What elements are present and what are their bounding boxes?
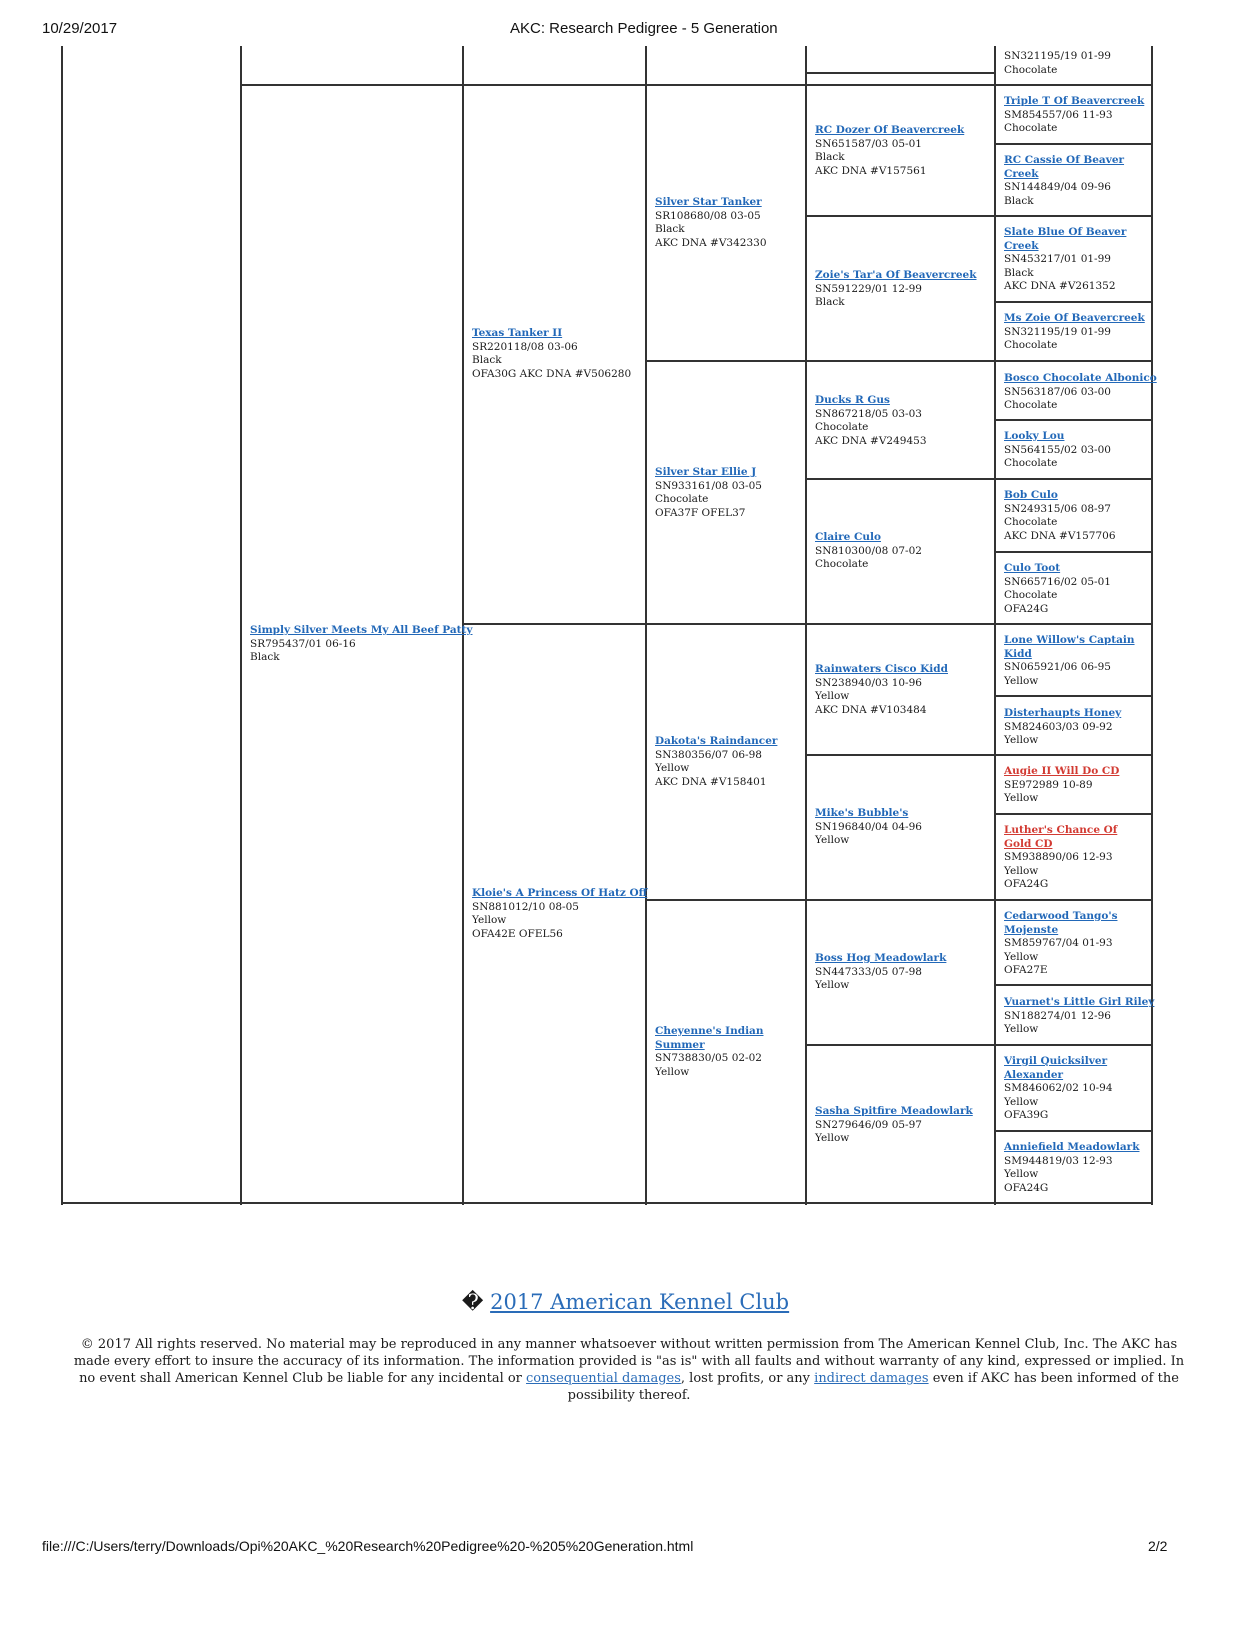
dog-name-link[interactable]: Silver Star Tanker [655, 196, 762, 208]
entry-detail: Yellow [815, 1132, 850, 1144]
dog-name-link[interactable]: Silver Star Ellie J [655, 466, 757, 478]
entry-detail: SN279646/09 05-97 [815, 1118, 922, 1131]
dog-name-link[interactable]: Mike's Bubble's [815, 807, 909, 819]
entry-detail: Chocolate [815, 421, 869, 433]
entry-detail: Chocolate [1004, 589, 1058, 601]
pedigree-entry [655, 735, 777, 789]
pedigree-entry [655, 466, 762, 520]
entry-detail: SR108680/08 03-05 [655, 209, 761, 222]
entry-detail: OFA39G [1004, 1109, 1049, 1121]
grid-line [994, 813, 1153, 815]
entry-detail: Yellow [1004, 734, 1039, 746]
entry-detail: AKC DNA #V249453 [815, 434, 927, 447]
pedigree-entry [250, 624, 472, 665]
entry-detail: SE972989 10-89 [1004, 778, 1093, 791]
entry-detail: Yellow [815, 690, 850, 702]
entry-detail: SR220118/08 03-06 [472, 340, 578, 353]
entry-detail: Yellow [1004, 864, 1039, 877]
dog-name-link[interactable]: Ms Zoie Of Beavercreek [1004, 312, 1145, 324]
entry-detail: OFA37F OFEL37 [655, 506, 746, 519]
pedigree-entry [655, 1025, 770, 1079]
copyright-text: © 2017 All rights reserved. No material may be reproduced in any manner whatsoever without written permission from The American Kennel Club, Inc. The AKC has made every effort to insure the accuracy of its information. The information provided is "as is" with all faults and without warranty of any kind, expressed or implied. In no event shall American Kennel Club be liable for any incidental or [73, 1337, 1185, 1386]
pedigree-entry [1004, 372, 1157, 413]
entry-detail: Black [250, 651, 280, 663]
entry-detail: SN144849/04 09-96 [1004, 181, 1111, 193]
pedigree-entry [472, 887, 647, 941]
dog-name-link[interactable]: Augie II Will Do CD [1004, 765, 1120, 777]
pedigree-entry [1004, 95, 1144, 136]
dog-name-link[interactable]: Lone Willow's Captain Kidd [1004, 634, 1135, 660]
pedigree-entry [472, 327, 631, 381]
entry-detail: Black [1004, 266, 1034, 279]
pedigree-entry [1004, 824, 1144, 892]
entry-detail: SM846062/02 10-94 [1004, 1082, 1113, 1094]
dog-name-link[interactable]: Simply Silver Meets My All Beef Patty [250, 624, 473, 636]
grid-line [61, 46, 63, 1205]
consequential-damages-link[interactable]: consequential damages [526, 1371, 681, 1386]
entry-detail: SR795437/01 06-16 [250, 637, 356, 650]
dog-name-link[interactable]: Looky Lou [1004, 430, 1065, 442]
grid-line [645, 360, 1153, 362]
entry-detail: Chocolate [1004, 399, 1058, 411]
dog-name-link[interactable]: Cheyenne's Indian Summer [655, 1025, 764, 1051]
dog-name-link[interactable]: RC Dozer Of Beavercreek [815, 124, 965, 136]
grid-line [240, 84, 1153, 86]
entry-detail: OFA30G AKC DNA #V506280 [472, 367, 632, 380]
entry-detail: SN867218/05 03-03 [815, 407, 922, 420]
entry-detail: OFA24G [1004, 878, 1049, 890]
dog-name-link[interactable]: Vuarnet's Little Girl Riley [1004, 996, 1155, 1008]
dog-name-link[interactable]: Rainwaters Cisco Kidd [815, 663, 948, 675]
dog-name-link[interactable]: Dakota's Raindancer [655, 735, 778, 747]
pedigree-entry [655, 196, 767, 250]
entry-detail: Yellow [815, 834, 850, 846]
entry-detail: Chocolate [1004, 63, 1058, 76]
pedigree-entry [1004, 489, 1116, 543]
grid-line [994, 301, 1153, 303]
grid-line [994, 143, 1153, 145]
pedigree-entry [1004, 910, 1124, 978]
dog-name-link[interactable]: Claire Culo [815, 531, 881, 543]
dog-name-link[interactable]: Anniefield Meadowlark [1004, 1141, 1140, 1153]
dog-name-link[interactable]: Luther's Chance Of Gold CD [1004, 824, 1118, 850]
page-title: AKC: Research Pedigree - 5 Generation [510, 20, 778, 37]
entry-detail: Yellow [655, 1065, 690, 1078]
pedigree-entry [1004, 634, 1144, 688]
entry-detail: AKC DNA #V157561 [815, 164, 927, 177]
grid-line [994, 551, 1153, 553]
entry-detail: Yellow [1004, 792, 1039, 804]
copyright-text: even if AKC has been informed of the possibility thereof. [567, 1371, 1179, 1403]
entry-detail: AKC DNA #V158401 [655, 775, 767, 788]
dog-name-link[interactable]: Slate Blue Of Beaver Creek [1004, 226, 1127, 252]
replacement-char-icon: � [461, 1290, 484, 1314]
entry-detail: OFA42E OFEL56 [472, 927, 563, 940]
entry-detail: Yellow [1004, 674, 1039, 687]
pedigree-entry [815, 531, 922, 572]
entry-detail: Chocolate [1004, 457, 1058, 469]
pedigree-entry [1004, 996, 1154, 1037]
dog-name-link[interactable]: Disterhaupts Honey [1004, 707, 1122, 719]
entry-detail: OFA24G [1004, 1181, 1049, 1194]
grid-line [994, 46, 996, 1205]
entry-detail: SN651587/03 05-01 [815, 137, 922, 150]
dog-name-link[interactable]: Bob Culo [1004, 489, 1058, 501]
entry-detail: Chocolate [1004, 516, 1058, 528]
entry-detail: Yellow [815, 979, 850, 991]
entry-detail: SN881012/10 08-05 [472, 900, 579, 913]
pedigree-entry [1004, 1141, 1139, 1195]
grid-line [805, 1044, 1153, 1046]
pedigree-entry [1004, 562, 1111, 616]
akc-copyright-link[interactable]: 2017 American Kennel Club [490, 1290, 790, 1314]
entry-detail: SN810300/08 07-02 [815, 544, 922, 557]
dog-name-link[interactable]: Zoie's Tar'a Of Beavercreek [815, 269, 977, 281]
entry-detail: SN321195/19 01-99 [1004, 50, 1111, 62]
entry-detail: Chocolate [815, 558, 869, 570]
dog-name-link[interactable]: Kloie's A Princess Of Hatz Off [472, 887, 648, 899]
dog-name-link[interactable]: Bosco Chocolate Albonico [1004, 372, 1157, 384]
grid-line [805, 46, 807, 1205]
entry-detail: Black [815, 296, 845, 308]
pedigree-entry [1004, 1055, 1114, 1123]
grid-line [994, 419, 1153, 421]
entry-detail: SN065921/06 06-95 [1004, 661, 1111, 673]
pedigree-entry [1004, 154, 1142, 208]
entry-detail: SN249315/06 08-97 [1004, 502, 1111, 515]
entry-detail: SN665716/02 05-01 [1004, 575, 1111, 588]
entry-detail: OFA27E [1004, 964, 1048, 976]
pedigree-entry [815, 394, 927, 448]
copyright-heading [0, 1290, 1251, 1314]
dog-name-link[interactable]: Cedarwood Tango's Mojenste [1004, 910, 1118, 936]
pedigree-entry [815, 269, 977, 310]
entry-detail: Yellow [1004, 1023, 1039, 1035]
entry-detail: Yellow [472, 914, 507, 926]
dog-name-link[interactable]: Texas Tanker II [472, 327, 563, 339]
entry-detail: Black [815, 151, 845, 163]
grid-line [240, 46, 242, 1205]
page-number: 2/2 [1148, 1538, 1168, 1554]
grid-line [805, 754, 1153, 756]
entry-detail: Yellow [655, 762, 690, 774]
entry-detail: AKC DNA #V342330 [655, 236, 767, 249]
entry-detail: Black [655, 223, 685, 235]
entry-detail: AKC DNA #V103484 [815, 703, 927, 716]
pedigree-entry [1004, 765, 1119, 806]
entry-detail: Black [472, 354, 502, 366]
entry-detail: AKC DNA #V157706 [1004, 529, 1116, 542]
entry-detail: SN447333/05 07-98 [815, 965, 922, 978]
pedigree-entry [1004, 50, 1111, 77]
entry-detail: SM824603/03 09-92 [1004, 720, 1113, 733]
entry-detail: SM859767/04 01-93 [1004, 937, 1113, 949]
entry-detail: OFA24G [1004, 602, 1049, 615]
grid-line [994, 695, 1153, 697]
pedigree-entry [815, 124, 964, 178]
entry-detail: SN563187/06 03-00 [1004, 385, 1111, 398]
pedigree-entry [815, 807, 922, 848]
grid-line [805, 215, 1153, 217]
copyright-text: , lost profits, or any [680, 1371, 815, 1386]
entry-detail: SN188274/01 12-96 [1004, 1009, 1111, 1022]
grid-line [994, 984, 1153, 986]
copyright-notice [64, 1336, 1194, 1404]
grid-line [805, 72, 995, 74]
dog-name-link[interactable]: Triple T Of Beavercreek [1004, 95, 1145, 107]
grid-line [994, 1130, 1153, 1132]
dog-name-link[interactable]: RC Cassie Of Beaver Creek [1004, 154, 1125, 180]
entry-detail: SM854557/06 11-93 [1004, 108, 1113, 121]
dog-name-link[interactable]: Virgil Quicksilver Alexander [1004, 1055, 1108, 1081]
dog-name-link[interactable]: Ducks R Gus [815, 394, 890, 406]
entry-detail: SM944819/03 12-93 [1004, 1154, 1113, 1167]
entry-detail: Chocolate [655, 493, 709, 505]
entry-detail: SN321195/19 01-99 [1004, 325, 1111, 338]
entry-detail: SN591229/01 12-99 [815, 282, 922, 295]
entry-detail: SM938890/06 12-93 [1004, 851, 1113, 863]
pedigree-entry [815, 1105, 973, 1146]
entry-detail: SN196840/04 04-96 [815, 820, 922, 833]
entry-detail: Black [1004, 194, 1034, 207]
dog-name-link[interactable]: Culo Toot [1004, 562, 1061, 574]
grid-line [805, 478, 1153, 480]
grid-line [61, 1202, 1153, 1204]
entry-detail: SN933161/08 03-05 [655, 479, 762, 492]
grid-line [645, 899, 1153, 901]
pedigree-entry [815, 952, 946, 993]
entry-detail: SN238940/03 10-96 [815, 676, 922, 689]
print-date: 10/29/2017 [42, 20, 118, 37]
entry-detail: SN738830/05 02-02 [655, 1052, 762, 1064]
file-path: file:///C:/Users/terry/Downloads/Opi%20AKC_%20Research%20Pedigree%20-%205%20Generation.html [42, 1538, 694, 1554]
pedigree-entry [1004, 312, 1145, 353]
entry-detail: Yellow [1004, 1095, 1039, 1108]
dog-name-link[interactable]: Sasha Spitfire Meadowlark [815, 1105, 973, 1117]
entry-detail: Yellow [1004, 950, 1039, 963]
grid-line [645, 46, 647, 1205]
entry-detail: Yellow [1004, 1168, 1039, 1180]
entry-detail: AKC DNA #V261352 [1004, 280, 1116, 292]
entry-detail: SN453217/01 01-99 [1004, 253, 1111, 265]
entry-detail: Chocolate [1004, 339, 1058, 351]
entry-detail: SN380356/07 06-98 [655, 748, 762, 761]
pedigree-entry [1004, 226, 1142, 294]
pedigree-entry [1004, 430, 1111, 471]
entry-detail: Chocolate [1004, 122, 1058, 134]
pedigree-entry [815, 663, 948, 717]
pedigree-entry [1004, 707, 1121, 748]
indirect-damages-link[interactable]: indirect damages [814, 1371, 929, 1386]
dog-name-link[interactable]: Boss Hog Meadowlark [815, 952, 947, 964]
grid-line [462, 623, 1153, 625]
entry-detail: SN564155/02 03-00 [1004, 443, 1111, 456]
